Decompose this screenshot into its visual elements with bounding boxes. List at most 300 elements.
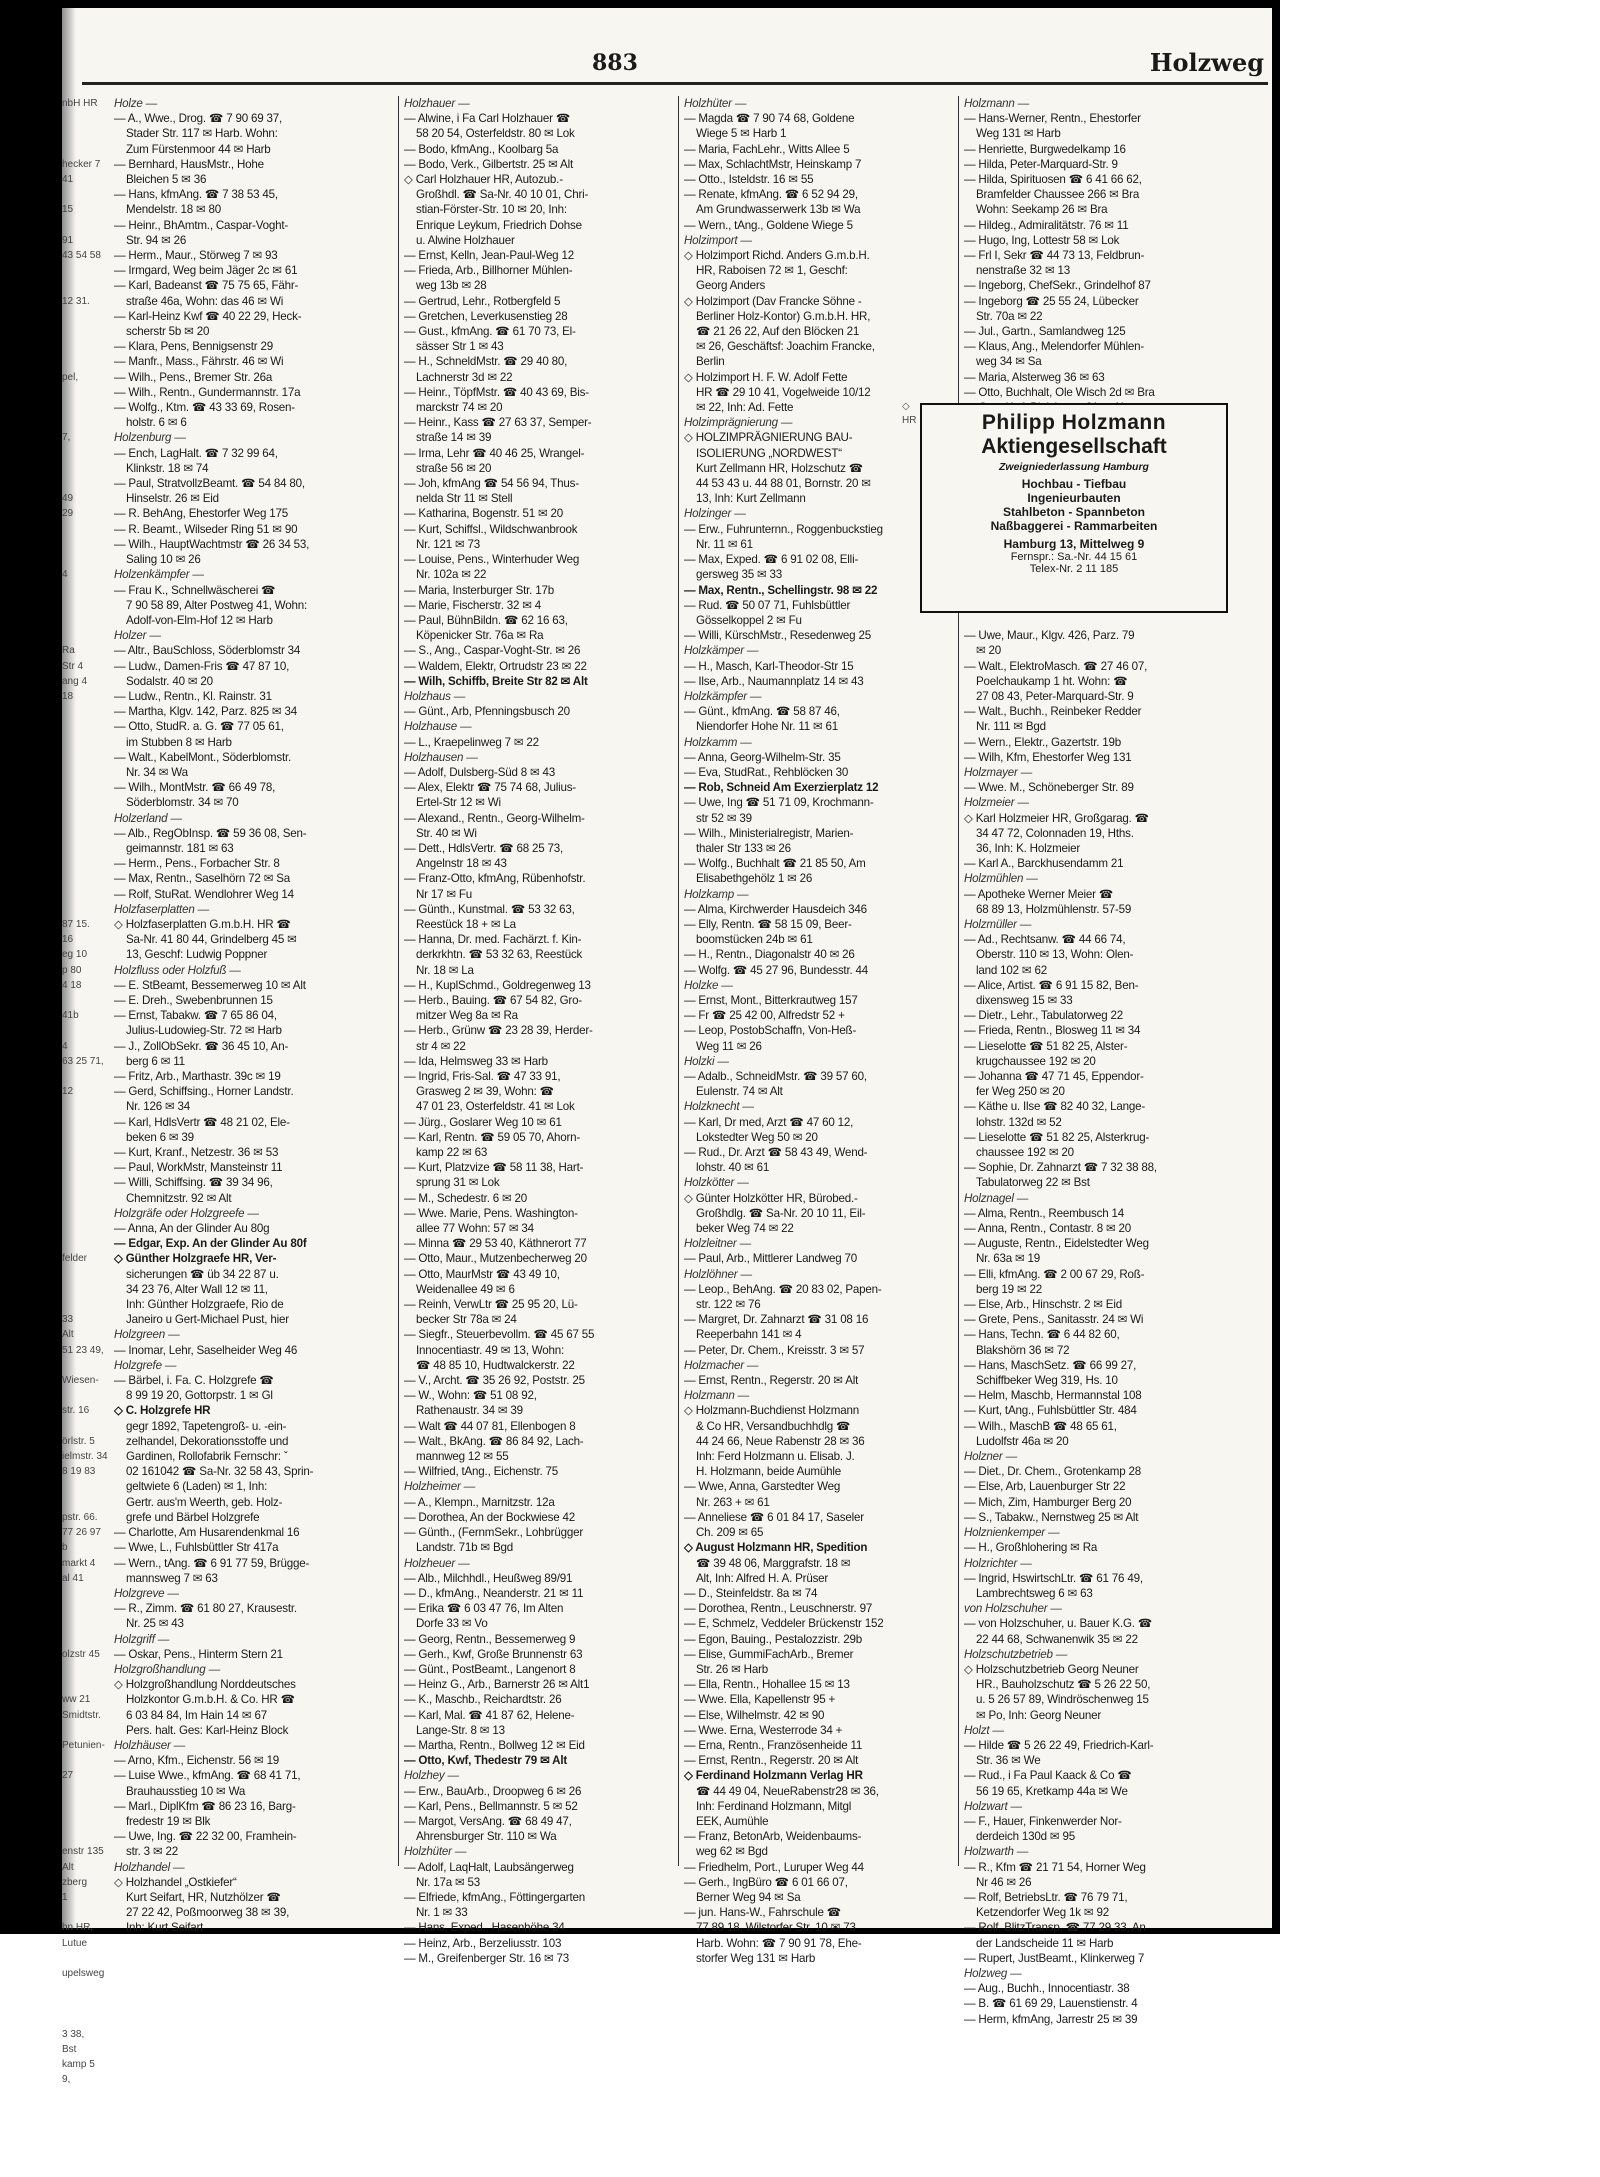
fragment-line <box>62 385 110 400</box>
surname-heading: Holzmacher — <box>684 1358 759 1372</box>
directory-entry: — M., Schedestr. 6 ✉ 20 <box>404 1191 528 1205</box>
directory-entry: — Hilde ☎ 5 26 22 49, Friedrich-Karl- <box>964 1738 1154 1752</box>
directory-entry: ◇ Karl Holzmeier HR, Großgarag. ☎ <box>964 811 1149 825</box>
surname-heading: Holzkamp — <box>684 887 749 901</box>
fragment-line <box>62 826 110 841</box>
directory-entry: HR, Raboisen 72 ✉ 1, Geschf: <box>696 264 848 278</box>
directory-entry: Inh: Günther Holzgraefe, Rio de <box>126 1298 284 1312</box>
surname-heading: Holzgriff — <box>114 1632 170 1646</box>
directory-entry: — Renate, kfmAng. ☎ 6 52 94 29, <box>684 188 858 202</box>
directory-entry: H. Holzmann, beide Aumühle <box>696 1465 841 1479</box>
directory-entry: — Wilfried, tAng., Eichenstr. 75 <box>404 1465 559 1479</box>
directory-entry: — Kurt, Kranf., Netzestr. 36 ✉ 53 <box>114 1146 279 1160</box>
directory-entry: land 102 ✉ 62 <box>976 963 1047 977</box>
fragment-line <box>62 765 110 780</box>
directory-entry: — Mich, Zim, Hamburger Berg 20 <box>964 1495 1132 1509</box>
surname-heading: Holzfluss oder Holzfuß — <box>114 963 241 977</box>
directory-entry: ISOLIERUNG „NORDWEST“ <box>696 446 842 460</box>
directory-entry: & Co HR, Versandbuchhdlg ☎ <box>696 1419 851 1433</box>
directory-entry: Str. 26 ✉ Harb <box>696 1662 768 1676</box>
directory-entry: ✉ 22, Inh: Ad. Fette <box>696 401 794 415</box>
directory-entry: boomstücken 24b ✉ 61 <box>696 933 813 947</box>
surname-heading: Holzmühlen — <box>964 872 1038 886</box>
ad-address: Hamburg 13, Mittelweg 9 <box>1003 537 1145 551</box>
directory-entry: — Käthe u. Ilse ☎ 82 40 32, Lange- <box>964 1100 1146 1114</box>
directory-entry: — Reinh, VerwLtr ☎ 25 95 20, Lü- <box>404 1298 578 1312</box>
directory-entry: Eulenstr. 74 ✉ Alt <box>696 1085 783 1099</box>
directory-entry: 47 01 23, Osterfeldstr. 41 ✉ Lok <box>416 1100 575 1114</box>
directory-entry: — Herm, kfmAng, Jarrestr 25 ✉ 39 <box>964 2012 1138 2026</box>
directory-entry: — Egon, Bauing., Pestalozzistr. 29b <box>684 1632 862 1646</box>
surname-heading: Holzerland — <box>114 811 182 825</box>
directory-entry: 34 23 76, Alter Wall 12 ✉ 11, <box>126 1282 268 1296</box>
directory-entry: — Wilh, Kfm, Ehestorfer Weg 131 <box>964 750 1132 764</box>
directory-entry: — L., Kraepelinweg 7 ✉ 22 <box>404 735 539 749</box>
fragment-line <box>62 1601 110 1616</box>
directory-entry: derkrkhtn. ☎ 53 32 63, Reestück <box>416 948 583 962</box>
fragment-line: zberg <box>62 1876 88 1888</box>
directory-entry: — Gerh., IngBüro ☎ 6 01 66 07, <box>684 1875 848 1889</box>
surname-heading: Holzlöhner — <box>684 1267 752 1281</box>
directory-entry: der Landscheide 11 ✉ Harb <box>976 1936 1114 1950</box>
directory-entry: — Lieselotte ☎ 51 82 25, Alsterkrug- <box>964 1130 1150 1144</box>
surname-heading: Holzmann — <box>684 1389 750 1403</box>
directory-entry: EEK, Aumühle <box>696 1814 769 1828</box>
fragment-line: Lutue <box>62 1937 88 1949</box>
directory-entry: — Paul, WorkMstr, Mansteinstr 11 <box>114 1161 283 1175</box>
directory-entry: — A., Klempn., Marnitzstr. 12a <box>404 1495 555 1509</box>
fragment-line: 27 <box>62 1770 74 1782</box>
directory-entry: — K., Maschb., Reichardtstr. 26 <box>404 1693 562 1707</box>
directory-entry: — Herb., Grünw ☎ 23 28 39, Herder- <box>404 1024 593 1038</box>
directory-entry: — F., Hauer, Finkenwerder Nor- <box>964 1814 1122 1828</box>
directory-entry: — Martha, Klgv. 142, Parz. 825 ✉ 34 <box>114 705 297 719</box>
directory-entry: — Johanna ☎ 47 71 45, Eppendor- <box>964 1070 1144 1083</box>
fragment-line: ww 21 <box>62 1694 91 1706</box>
directory-entry: — Wwe. Marie, Pens. Washington- <box>404 1206 578 1220</box>
directory-entry: becker Str 78a ✉ 24 <box>416 1313 517 1327</box>
directory-entry: Berner Weg 94 ✉ Sa <box>696 1890 801 1904</box>
directory-entry: — Hanna, Dr. med. Fachärzt. f. Kin- <box>404 933 582 947</box>
fragment-line: pstr. 66. <box>62 1511 98 1523</box>
directory-entry: gersweg 35 ✉ 33 <box>696 568 782 582</box>
surname-heading: Holzgreen — <box>114 1328 180 1342</box>
fragment-line: 33 <box>62 1314 74 1326</box>
fragment-line: Wiesen- <box>62 1375 99 1387</box>
directory-entry: — Rud. ☎ 50 07 71, Fuhlsbüttler <box>684 598 851 612</box>
directory-entry: — Frl I, Sekr ☎ 44 73 13, Feldbrun- <box>964 249 1145 263</box>
directory-entry: sicherungen ☎ üb 34 22 87 u. <box>126 1267 279 1281</box>
directory-entry: Blakshörn 36 ✉ 72 <box>976 1343 1070 1357</box>
directory-entry: Nr. 11 ✉ 61 <box>696 537 753 551</box>
directory-entry: fredestr 19 ✉ Blk <box>126 1814 211 1828</box>
directory-entry: — Paul, StratvollzBeamt. ☎ 54 84 80, <box>114 477 305 491</box>
directory-entry: str 52 ✉ 39 <box>696 811 752 825</box>
fragment-line: 12 <box>62 1086 74 1098</box>
directory-entry: — Uwe, Ing ☎ 51 71 09, Krochmann- <box>684 796 874 810</box>
directory-entry: Gertr. aus'm Weerth, geb. Holz- <box>126 1495 283 1509</box>
directory-entry: Julius-Ludowieg-Str. 72 ✉ Harb <box>126 1024 282 1038</box>
directory-entry: — B. ☎ 61 69 29, Lauenstienstr. 4 <box>964 1997 1138 2011</box>
surname-heading: Holzmüller — <box>964 917 1032 931</box>
directory-entry: — Kurt, Platzvize ☎ 58 11 38, Hart- <box>404 1161 584 1175</box>
directory-entry: Harb. Wohn: ☎ 7 90 91 78, Ehe- <box>696 1936 862 1950</box>
directory-entry: — Hilda, Peter-Marquard-Str. 9 <box>964 157 1118 171</box>
fragment-line <box>62 1206 110 1221</box>
directory-entry: nenstraße 32 ✉ 13 <box>976 264 1070 278</box>
surname-heading: Holzkamm — <box>684 735 752 749</box>
directory-entry: str 4 ✉ 22 <box>416 1039 466 1053</box>
directory-entry: — Gerh., Kwf, Große Brunnenstr 63 <box>404 1647 583 1661</box>
directory-entry: Chemnitzstr. 92 ✉ Alt <box>126 1191 232 1205</box>
directory-entry: — Karl, Dr med, Arzt ☎ 47 60 12, <box>684 1115 854 1129</box>
directory-entry: — Alice, Artist. ☎ 6 91 15 82, Ben- <box>964 978 1139 992</box>
directory-entry: — Alb., RegObInsp. ☎ 59 36 08, Sen- <box>114 826 307 840</box>
directory-entry: — H., Großhlohering ✉ Ra <box>964 1541 1098 1555</box>
fragment-line <box>62 841 110 856</box>
directory-entry: — Bernhard, HausMstr., Hohe <box>114 157 264 171</box>
fragment-line: eg 10 <box>62 949 88 961</box>
directory-entry: — Dorothea, Rentn., Leuschnerstr. 97 <box>684 1602 873 1616</box>
fragment-line <box>62 856 110 871</box>
directory-entry: — Grete, Pens., Sanitasstr. 24 ✉ Wi <box>964 1313 1144 1327</box>
directory-entry: 8 99 19 20, Gottorpstr. 1 ✉ Gl <box>126 1389 273 1403</box>
directory-entry: — Georg, Rentn., Bessemerweg 9 <box>404 1632 576 1646</box>
directory-entry: grefe und Bärbel Holzgrefe <box>126 1510 260 1524</box>
directory-entry: Berliner Holz-Kontor) G.m.b.H. HR, <box>696 309 871 323</box>
fragment-line <box>62 1221 110 1236</box>
surname-heading: Holzhüter — <box>404 1845 467 1859</box>
directory-entry: — Uwe, Maur., Klgv. 426, Parz. 79 <box>964 629 1135 643</box>
directory-entry: Großhdl. ☎ Sa-Nr. 40 10 01, Chri- <box>416 188 589 202</box>
directory-entry: Holzkontor G.m.b.H. & Co. HR ☎ <box>126 1693 295 1707</box>
directory-entry: — Wern., tAng., Goldene Wiege 5 <box>684 218 853 232</box>
directory-entry: — Irma, Lehr ☎ 40 46 25, Wrangel- <box>404 446 585 460</box>
directory-entry: — Kurt, tAng., Fuhlsbüttler Str. 484 <box>964 1404 1137 1418</box>
directory-entry: Lokstedter Weg 50 ✉ 20 <box>696 1130 818 1144</box>
directory-entry: — Herm., Maur., Störweg 7 ✉ 93 <box>114 249 278 263</box>
directory-entry: 68 89 13, Holzmühlenstr. 57-59 <box>976 902 1132 916</box>
directory-entry: Oberstr. 110 ✉ 13, Wohn: Olen- <box>976 948 1134 962</box>
fragment-line: 15 <box>62 204 74 216</box>
surname-heading: Holzenburg — <box>114 431 186 445</box>
surname-heading: Holzleitner — <box>684 1237 751 1251</box>
header-rule <box>82 82 1268 85</box>
directory-entry: storfer Weg 131 ✉ Harb <box>696 1951 816 1965</box>
directory-entry: Str. 94 ✉ 26 <box>126 233 187 247</box>
fragment-line <box>62 598 110 613</box>
holzmann-advertisement <box>920 403 1228 613</box>
directory-entry: Pers. halt. Ges: Karl-Heinz Block <box>126 1723 289 1737</box>
directory-entry: ✉ Po, Inh: Georg Neuner <box>976 1708 1101 1722</box>
fragment-line <box>62 795 110 810</box>
directory-entry: — Ernst, Tabakw. ☎ 7 65 86 04, <box>114 1009 277 1023</box>
ad-service: Ingenieurbauten <box>1027 491 1121 505</box>
directory-entry: Enrique Leykum, Friedrich Dohse <box>416 218 582 232</box>
directory-entry: Nr. 111 ✉ Bgd <box>976 720 1046 734</box>
directory-entry: — Diet., Dr. Chem., Grotenkamp 28 <box>964 1465 1142 1479</box>
directory-entry: — Anna, An der Glinder Au 80g <box>114 1222 270 1236</box>
fragment-line <box>62 871 110 886</box>
fragment-line <box>62 1495 110 1510</box>
directory-entry: ☎ 44 49 04, NeueRabenstr28 ✉ 36, <box>696 1784 879 1798</box>
directory-entry: — Otto, Buchhalt, Ole Wisch 2d ✉ Bra <box>964 385 1155 399</box>
directory-entry: — Henriette, Burgwedelkamp 16 <box>964 142 1126 156</box>
directory-entry: — Martha, Rentn., Bollweg 12 ✉ Eid <box>404 1738 585 1752</box>
directory-entry: — H., Masch, Karl-Theodor-Str 15 <box>684 659 854 673</box>
directory-entry: 6 03 84 84, Im Hain 14 ✉ 67 <box>126 1708 267 1722</box>
directory-entry: — E. Dreh., Swebenbrunnen 15 <box>114 993 273 1007</box>
directory-entry: — Karl-Heinz Kwf ☎ 40 22 29, Heck- <box>114 309 302 323</box>
fragment-line <box>62 400 110 415</box>
directory-entry: stian-Förster-Str. 10 ✉ 20, Inh: <box>416 203 567 217</box>
surname-heading: Holzhaus — <box>404 689 466 703</box>
directory-entry: — Paul, Arb., Mittlerer Landweg 70 <box>684 1252 857 1266</box>
directory-entry: geimannstr. 181 ✉ 63 <box>126 841 234 855</box>
directory-page <box>62 8 1272 2086</box>
page-number: 883 <box>592 50 638 76</box>
directory-entry: — Ida, Helmsweg 33 ✉ Harb <box>404 1054 548 1068</box>
directory-entry: — Ella, Rentn., Hohallee 15 ✉ 13 <box>684 1678 850 1692</box>
directory-entry: — Elly, Rentn. ☎ 58 15 09, Beer- <box>684 917 852 931</box>
directory-entry: — Luise Wwe., kfmAng. ☎ 68 41 71, <box>114 1769 301 1783</box>
directory-entry: — Alma, Kirchwerder Hausdeich 346 <box>684 902 867 916</box>
directory-entry: — Walt., BkAng. ☎ 86 84 92, Lach- <box>404 1434 584 1448</box>
directory-entry: Nr. 102a ✉ 22 <box>416 568 487 582</box>
directory-entry: Söderblomstr. 34 ✉ 70 <box>126 796 239 810</box>
fragment-line: 16 <box>62 934 74 946</box>
fragment-line <box>62 461 110 476</box>
directory-entry: Nr. 63a ✉ 19 <box>976 1252 1041 1266</box>
directory-entry: gegr 1892, Tapetengroß- u. -ein- <box>126 1419 287 1433</box>
directory-entry: Nr 46 ✉ 26 <box>976 1875 1032 1889</box>
directory-entry: — R. Beamt., Wilseder Ring 51 ✉ 90 <box>114 522 298 536</box>
directory-entry: — Walt., ElektroMasch. ☎ 27 46 07, <box>964 659 1148 673</box>
directory-entry: ◇ Holzimport H. F. W. Adolf Fette <box>684 370 848 384</box>
directory-entry: — Lieselotte ☎ 51 82 25, Alster- <box>964 1039 1128 1053</box>
previous-page-fragment <box>62 96 110 2088</box>
directory-entry: weg 34 ✉ Sa <box>976 355 1042 369</box>
directory-entry: geltwiete 6 (Laden) ✉ 1, Inh: <box>126 1480 268 1494</box>
directory-entry: — Sophie, Dr. Zahnarzt ☎ 7 32 38 88, <box>964 1161 1157 1175</box>
directory-entry: — Wilh., MontMstr. ☎ 66 49 78, <box>114 781 276 795</box>
directory-entry: — Ludw., Rentn., Kl. Rainstr. 31 <box>114 689 272 703</box>
ad-branch: Zweigniederlassung Hamburg <box>999 461 1149 473</box>
directory-entry: — Otto, Kwf, Thedestr 79 ✉ Alt <box>404 1754 568 1768</box>
directory-entry: — Alex, Elektr ☎ 75 74 68, Julius- <box>404 781 576 795</box>
fragment-line: 91 <box>62 234 74 246</box>
directory-entry: ✉ 26, Geschäftsf: Joachim Francke, <box>696 340 875 354</box>
directory-entry: — S., Ang., Caspar-Voght-Str. ✉ 26 <box>404 644 581 658</box>
surname-heading: Holzhausen — <box>404 750 478 764</box>
fragment-line: upelsweg <box>62 1967 105 1979</box>
fragment-line <box>62 278 110 293</box>
directory-entry: — Hans-Werner, Rentn., Ehestorfer <box>964 112 1141 126</box>
directory-entry: — Erw., BauArb., Droopweg 6 ✉ 26 <box>404 1784 582 1798</box>
directory-entry: 13, Geschf: Ludwig Poppner <box>126 948 268 962</box>
directory-entry: — Otto, Maur., Mutzenbecherweg 20 <box>404 1252 587 1266</box>
surname-heading: Holzinger — <box>684 507 746 521</box>
fragment-line <box>62 902 110 917</box>
directory-entry: — E. StBeamt, Bessemerweg 10 ✉ Alt <box>114 978 306 992</box>
directory-entry: 7 90 58 89, Alter Postweg 41, Wohn: <box>126 598 307 612</box>
directory-entry: Schiffbeker Weg 319, Hs. 10 <box>976 1374 1118 1388</box>
directory-entry: Inh: Ferd Holzmann u. Elisab. J. <box>696 1450 855 1464</box>
surname-heading: Holzfaserplatten — <box>114 902 209 916</box>
directory-entry: — Rud., i Fa Paul Kaack & Co ☎ <box>964 1769 1132 1783</box>
surname-heading: Holzkämper — <box>684 644 759 658</box>
ad-service: Hochbau - Tiefbau <box>1021 477 1127 491</box>
directory-entry: Wiege 5 ✉ Harb 1 <box>696 127 787 141</box>
directory-entry: — Elise, GummiFachArb., Bremer <box>684 1647 854 1661</box>
fragment-line <box>62 1419 110 1434</box>
fragment-line <box>62 628 110 643</box>
surname-heading: Holzimprägnierung — <box>684 416 793 430</box>
fragment-line <box>62 1175 110 1190</box>
surname-heading: Holzrichter — <box>964 1556 1032 1570</box>
directory-entry: — Wolfg., Buchhalt ☎ 21 85 50, Am <box>684 857 866 871</box>
directory-entry: — Joh, kfmAng ☎ 54 56 94, Thus- <box>404 477 579 491</box>
directory-entry: — Gust., kfmAng. ☎ 61 70 73, El- <box>404 325 576 339</box>
fragment-line: 51 23 49, <box>62 1344 104 1356</box>
surname-heading: Holzschutzbetrieb — <box>964 1647 1068 1661</box>
directory-entry: mannsweg 7 ✉ 63 <box>126 1571 218 1585</box>
directory-entry: ◇ Holzhandel „Ostkiefer“ <box>114 1875 237 1889</box>
directory-entry: — Adolf, Dulsberg-Süd 8 ✉ 43 <box>404 765 556 779</box>
directory-entry: — Wolfg., Ktm. ☎ 43 33 69, Rosen- <box>114 401 295 415</box>
directory-entry: — Hans, Techn. ☎ 6 44 82 60, <box>964 1328 1120 1342</box>
fragment-line <box>62 263 110 278</box>
directory-entry: Kurt Seifart, HR, Nutzhölzer ☎ <box>126 1890 281 1904</box>
ad-service: Stahlbeton - Spannbeton <box>1003 505 1145 519</box>
fragment-line <box>62 537 110 552</box>
directory-entry: — Kurt, Schiffsl., Wildschwanbrook <box>404 522 578 536</box>
directory-entry: Nr. 18 ✉ La <box>416 963 474 977</box>
directory-entry: nelda Str 11 ✉ Stell <box>416 492 513 506</box>
directory-entry: Nr. 17a ✉ 53 <box>416 1875 481 1889</box>
directory-entry: — Heinz, Arb., Berzeliusstr. 103 <box>404 1936 562 1950</box>
fragment-line: 4 <box>62 569 68 581</box>
directory-entry: — Wolfg. ☎ 45 27 96, Bundesstr. 44 <box>684 963 869 977</box>
directory-entry: — Hans, kfmAng. ☎ 7 38 53 45, <box>114 188 278 202</box>
fragment-line <box>62 126 110 141</box>
directory-entry: Adolf-von-Elm-Hof 12 ✉ Harb <box>126 613 273 627</box>
directory-entry: — Eva, StudRat., Rehblöcken 30 <box>684 765 849 779</box>
directory-entry: — Edgar, Exp. An der Glinder Au 80f <box>114 1237 307 1251</box>
fragment-line <box>62 187 110 202</box>
directory-entry: Alt, Inh: Alfred H. A. Prüser <box>696 1571 829 1585</box>
directory-entry: — Aug., Buchh., Innocentiastr. 38 <box>964 1982 1130 1996</box>
directory-entry: Sodalstr. 40 ✉ 20 <box>126 674 213 688</box>
surname-heading: Holzmayer — <box>964 765 1033 779</box>
fragment-line <box>62 811 110 826</box>
directory-entry: Sa-Nr. 41 80 44, Grindelberg 45 ✉ <box>126 933 297 947</box>
surname-heading: Holzmann — <box>964 97 1030 110</box>
directory-entry: — Gretchen, Leverkusenstieg 28 <box>404 309 568 323</box>
fragment-line <box>62 1905 110 1920</box>
column-divider <box>958 96 959 1866</box>
directory-entry: Ahrensburger Str. 110 ✉ Wa <box>416 1830 557 1844</box>
directory-entry: — Louise, Pens., Winterhuder Weg <box>404 553 580 567</box>
directory-entry: — Max, Exped. ☎ 6 91 02 08, Elli- <box>684 553 859 567</box>
fragment-line <box>62 1236 110 1251</box>
fragment-line: Alt <box>62 1861 74 1873</box>
directory-entry: Rathenaustr. 34 ✉ 39 <box>416 1404 523 1418</box>
fragment-line <box>62 1069 110 1084</box>
ad-side-mark <box>902 400 916 428</box>
directory-entry: ◇ C. Holzgrefe HR <box>114 1404 211 1418</box>
directory-entry: straße 14 ✉ 39 <box>416 431 492 445</box>
directory-entry: Dorfe 33 ✉ Vo <box>416 1617 488 1631</box>
directory-entry: — Otto, MaurMstr ☎ 43 49 10, <box>404 1267 560 1281</box>
fragment-line <box>62 1267 110 1282</box>
directory-entry: — Leop., BehAng. ☎ 20 83 02, Papen- <box>684 1282 882 1296</box>
directory-entry: — Anna, Rentn., Contastr. 8 ✉ 20 <box>964 1222 1132 1236</box>
directory-entry: ◇ Günther Holzgraefe HR, Ver- <box>114 1252 277 1266</box>
surname-heading: Holzt — <box>964 1723 1004 1737</box>
directory-entry: — Rud., Dr. Arzt ☎ 58 43 49, Wend- <box>684 1146 868 1160</box>
surname-heading: Holzke — <box>684 978 733 992</box>
directory-entry: weg 62 ✉ Bgd <box>696 1845 768 1859</box>
surname-heading: Holzhauer — <box>404 97 470 110</box>
directory-entry: — Paul, BühnBildn. ☎ 62 16 63, <box>404 613 568 627</box>
directory-entry: — Maria, Alsterweg 36 ✉ 63 <box>964 370 1105 384</box>
fragment-line <box>62 704 110 719</box>
directory-entry: — Gertrud, Lehr., Rotbergfeld 5 <box>404 294 561 308</box>
directory-entry: — Wern., tAng. ☎ 6 91 77 59, Brügge- <box>114 1556 310 1570</box>
fragment-line: örlstr. 5 <box>62 1435 95 1447</box>
directory-entry: ◇ HOLZIMPRÄGNIERUNG BAU- <box>684 431 853 445</box>
directory-entry: Niendorfer Hohe Nr. 11 ✉ 61 <box>696 720 839 734</box>
directory-entry: — Frieda, Arb., Billhorner Mühlen- <box>404 264 573 278</box>
fragment-line: al 41 <box>62 1572 84 1584</box>
directory-entry: — Wilh, Schiffb, Breite Str 82 ✉ Alt <box>404 674 588 688</box>
directory-entry: — D., kfmAng., Neanderstr. 21 ✉ 11 <box>404 1586 584 1600</box>
fragment-line <box>62 1023 110 1038</box>
fragment-line: 7, <box>62 432 71 444</box>
directory-entry: Grasweg 2 ✉ 39, Wohn: ☎ <box>416 1085 554 1099</box>
directory-entry: ✉ 20 <box>976 644 1002 658</box>
surname-heading: Holzmeier — <box>964 796 1029 810</box>
directory-entry: — Adalb., SchneidMstr. ☎ 39 57 60, <box>684 1070 867 1083</box>
fragment-line: Alt <box>62 1329 74 1341</box>
directory-entry: berg 6 ✉ 11 <box>126 1054 185 1068</box>
directory-entry: — Wern., Elektr., Gazertstr. 19b <box>964 735 1122 749</box>
fragment-line <box>62 1981 110 1996</box>
fragment-line <box>62 324 110 339</box>
directory-entry: — Frieda, Rentn., Blosweg 11 ✉ 34 <box>964 1024 1141 1038</box>
directory-entry: — Hugo, Ing, Lottestr 58 ✉ Lok <box>964 233 1120 247</box>
directory-entry: Gösselkoppel 2 ✉ Fu <box>696 613 802 627</box>
fragment-line: Ra <box>62 645 75 657</box>
directory-entry: — Siegfr., Steuerbevollm. ☎ 45 67 55 <box>404 1328 595 1342</box>
directory-entry: — Ernst, Mont., Bitterkrautweg 157 <box>684 993 858 1007</box>
ad-diamond-mark: ◇ <box>902 401 910 412</box>
directory-entry: — Günth., Kunstmal. ☎ 53 32 63, <box>404 902 575 916</box>
directory-entry: holstr. 6 ✉ 6 <box>126 416 187 430</box>
directory-entry: — Otto, StudR. a. G. ☎ 77 05 61, <box>114 720 284 734</box>
surname-heading: Holzhäuser — <box>114 1738 186 1752</box>
directory-entry: — Waldem, Elektr, Ortrudstr 23 ✉ 22 <box>404 659 587 673</box>
directory-entry: Brauhausstieg 10 ✉ Wa <box>126 1784 246 1798</box>
fragment-line <box>62 1297 110 1312</box>
directory-entry: — Arno, Kfm., Eichenstr. 56 ✉ 19 <box>114 1754 280 1768</box>
directory-entry: im Stubben 8 ✉ Harb <box>126 735 232 749</box>
directory-entry: — Wilh., MaschB ☎ 48 65 61, <box>964 1419 1117 1433</box>
directory-entry: — Karl, Rentn. ☎ 59 05 70, Ahorn- <box>404 1130 581 1144</box>
directory-entry: Nr. 25 ✉ 43 <box>126 1617 184 1631</box>
directory-entry: — Ernst, Kelln, Jean-Paul-Weg 12 <box>404 249 574 263</box>
